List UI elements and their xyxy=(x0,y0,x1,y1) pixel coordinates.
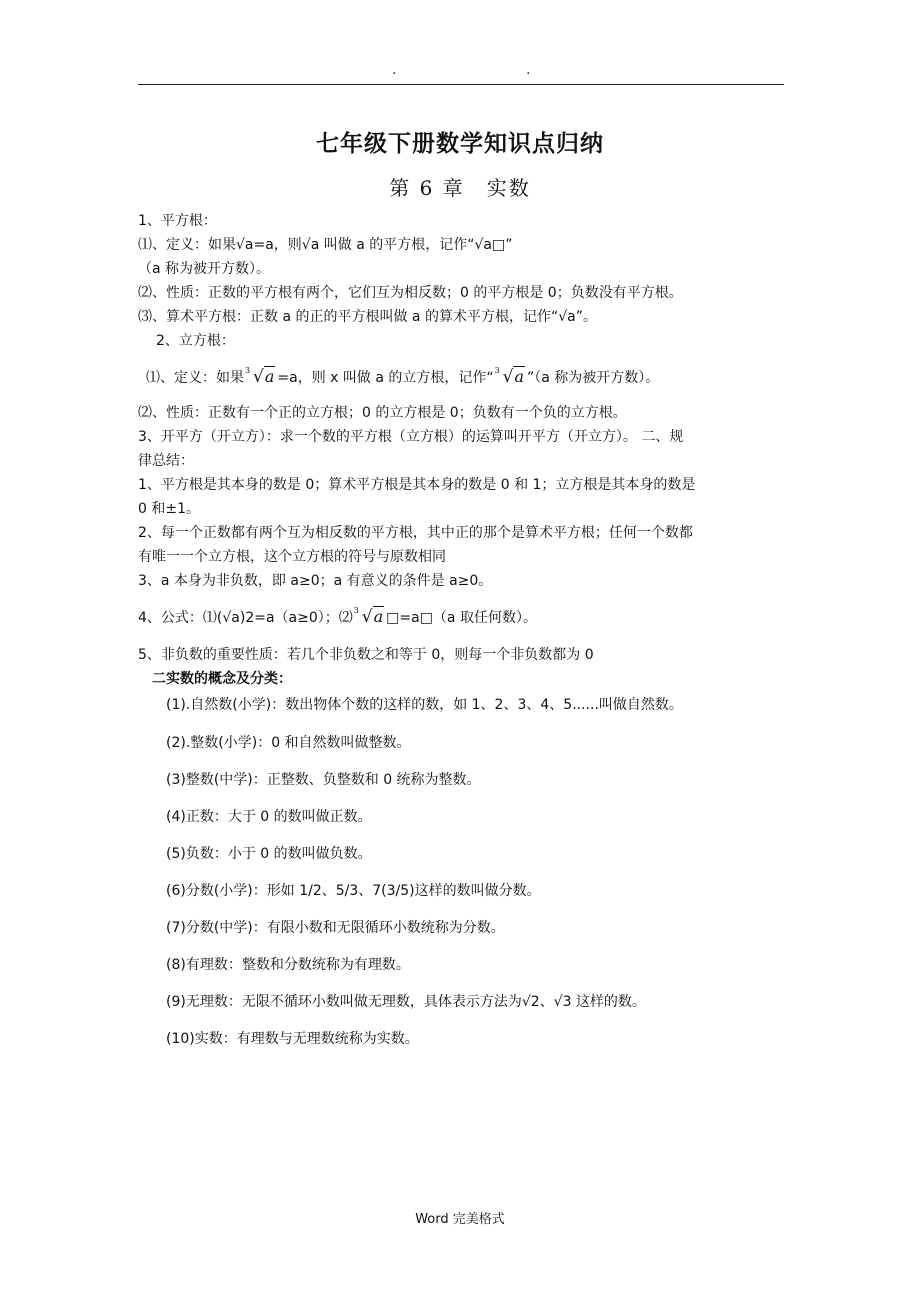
text-line: 0 和±1。 xyxy=(138,501,200,517)
concept-item: (10)实数：有理数与无理数统称为实数。 xyxy=(166,1031,419,1047)
text-line: ⑵、性质：正数的平方根有两个，它们互为相反数；0 的平方根是 0；负数没有平方根。 xyxy=(138,285,683,301)
text-line: ⑴、定义：如果√a=a，则√a 叫做 a 的平方根，记作“√a□” xyxy=(138,237,513,253)
header-rule xyxy=(138,84,784,85)
text-segment: □=a□（a 取任何数）。 xyxy=(386,610,537,626)
cube-root-expression xyxy=(244,367,275,387)
text-line: 3、开平方（开立方）：求一个数的平方根（立方根）的运算叫开平方（开立方）。 二、规 xyxy=(138,429,684,445)
concept-item: (6)分数(小学)：形如 1/2、5/3、7(3/5)这样的数叫做分数。 xyxy=(166,883,541,899)
concept-item: (7)分数(中学)：有限小数和无限循环小数统称为分数。 xyxy=(166,920,505,936)
text-line: 1、平方根是其本身的数是 0；算术平方根是其本身的数是 0 和 1；立方根是其本身的数是 xyxy=(138,477,696,493)
concept-item: (1).自然数(小学)：数出物体个数的这样的数，如 1、2、3、4、5......叫做自然数。 xyxy=(166,697,683,713)
cube-root-index: 3 xyxy=(353,606,359,615)
concept-item: (3)整数(中学)：正整数、负整数和 0 统称为整数。 xyxy=(166,772,481,788)
text-line: 2、立方根： xyxy=(156,333,235,349)
text-segment: 4、公式：⑴(√a)2=a（a≥0）；⑵ xyxy=(138,610,353,626)
radicand: a xyxy=(264,367,275,386)
text-line: 3、a 本身为非负数，即 a≥0；a 有意义的条件是 a≥0。 xyxy=(138,573,493,589)
radical-sign: √ xyxy=(253,367,264,387)
text-line: 有唯一一个立方根，这个立方根的符号与原数相同 xyxy=(138,549,446,565)
cube-root-index: 3 xyxy=(494,366,500,375)
radical-sign: √ xyxy=(502,367,514,387)
cube-root-index: 3 xyxy=(245,366,251,375)
page-footer: Word 完美格式 xyxy=(415,1212,505,1227)
radicand: a xyxy=(514,367,525,386)
concept-item: (5)负数：小于 0 的数叫做负数。 xyxy=(166,846,372,862)
text-line: 5、非负数的重要性质：若几个非负数之和等于 0，则每一个非负数都为 0 xyxy=(138,647,594,663)
document-title: 七年级下册数学知识点归纳 xyxy=(316,131,604,157)
cube-root-expression xyxy=(494,367,525,387)
section-heading: 二实数的概念及分类： xyxy=(152,671,292,687)
header-dot-right: . xyxy=(526,62,531,78)
text-line: 1、平方根： xyxy=(138,213,217,229)
concept-item: (4)正数：大于 0 的数叫做正数。 xyxy=(166,809,372,825)
cube-root-expression xyxy=(353,607,384,627)
text-segment: ⑴、定义：如果 xyxy=(146,370,244,386)
text-line: ⑶、算术平方根：正数 a 的正的平方根叫做 a 的算术平方根，记作“√a”。 xyxy=(138,309,597,325)
text-line: （a 称为被开方数）。 xyxy=(138,261,271,277)
text-line: 律总结： xyxy=(138,453,194,469)
cube-root-definition-line xyxy=(146,367,659,388)
concept-item: (9)无理数：无限不循环小数叫做无理数，具体表示方法为√2、√3 这样的数。 xyxy=(166,994,646,1010)
text-segment: ”（a 称为被开方数）。 xyxy=(527,370,660,386)
radical-sign: √ xyxy=(361,607,373,627)
text-line: ⑵、性质：正数有一个正的立方根；0 的立方根是 0；负数有一个负的立方根。 xyxy=(138,405,627,421)
chapter-heading: 第 6 章 实数 xyxy=(389,176,531,200)
concept-item: (8)有理数：整数和分数统称为有理数。 xyxy=(166,957,410,973)
text-segment: =a，则 x 叫做 a 的立方根，记作“ xyxy=(277,370,494,386)
concept-item: (2).整数(小学)：0 和自然数叫做整数。 xyxy=(166,735,411,751)
formula-line xyxy=(138,607,537,628)
radicand: a xyxy=(373,607,384,626)
header-dot-left: . xyxy=(392,62,397,78)
text-line: 2、每一个正数都有两个互为相反数的平方根，其中正的那个是算术平方根；任何一个数都 xyxy=(138,525,693,541)
